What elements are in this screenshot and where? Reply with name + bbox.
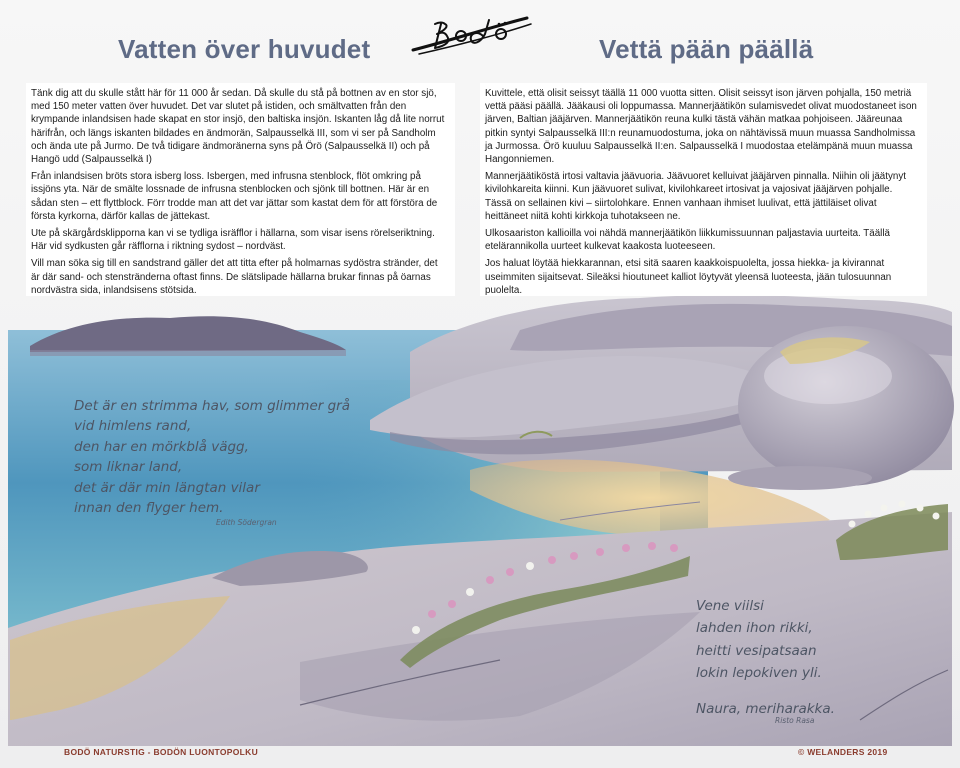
footer-trail-name: BODÖ NATURSTIG - BODÖN LUONTOPOLKU bbox=[64, 747, 259, 757]
poem-line: lahden ihon rikki, bbox=[696, 620, 813, 637]
swedish-title: Vatten över huvudet bbox=[118, 34, 371, 64]
footer-copyright: © WELANDERS 2019 bbox=[798, 747, 888, 757]
finnish-poem-author: Risto Rasa bbox=[775, 716, 815, 725]
distant-island-shore bbox=[30, 350, 346, 356]
poem-line: Naura, meriharakka. bbox=[696, 700, 835, 717]
swedish-text-panel bbox=[26, 83, 455, 296]
finnish-poem bbox=[696, 595, 896, 720]
poem-line: Det är en strimma hav, som glimmer grå bbox=[74, 398, 350, 414]
poem-line: heitti vesipatsaan bbox=[696, 642, 817, 659]
pebbles bbox=[728, 466, 872, 490]
swedish-poem bbox=[74, 396, 374, 518]
finnish-paragraph: Jos haluat löytää hiekkarannan, etsi sitä saaren kaakkoispuolelta, jossa hiekka- ja kivirannat useimmiten sijaitsevat. Sileäksi hioutuneet kalliot löytyvät yleensä luoteesta, jään tulosuunnan puolelta. bbox=[485, 258, 892, 296]
swedish-paragraph: Från inlandsisen bröts stora isberg loss. Isbergen, med infrusna stenblock, flöt omkring på issjöns yta. När de smälte lossnade de infrusna stenblocken och sjönk till bottnen. Här är en sådan sten – ett flyttblock. Förr trodde man att det var jättar som kastat dem för att förstöra de första kyrkorna, därför kallas de jättekast. bbox=[31, 171, 438, 222]
swedish-paragraph: Tänk dig att du skulle stått här för 11 000 år sedan. Då skulle du stå på bottnen av en stor sjö, med 150 meter vatten över huvudet. Det var slutet på istiden, och smältvatten från den krympande inlandsisen hade skapat en stor insjö, den baltiska insjön. Iskanten låg då lite norrut härifrån, och längs iskanten bildades en ändmorän, Salpausselkä III, som vi ser på Sandholm och ända ute på Jurmo. De två tidigare ändmoränerna syns på Örö (Salpausselkä II) och på Hangö udd (Salpausselkä I) bbox=[31, 88, 445, 166]
swedish-poem-author: Edith Södergran bbox=[216, 518, 277, 527]
finnish-title: Vettä pään päällä bbox=[599, 34, 814, 64]
poem-line: vid himlens rand, bbox=[74, 418, 192, 435]
poem-line: som liknar land, bbox=[74, 459, 183, 476]
poem-line: Vene viilsi bbox=[696, 598, 764, 614]
finnish-text-panel bbox=[480, 83, 927, 296]
swedish-paragraph: Ute på skärgårdsklipporna kan vi se tydliga isräfflor i hällarna, som visar isens rörelseriktning. Här vid sydkusten går räfflorna i riktning sydost – nordväst. bbox=[31, 228, 435, 253]
poem-line: den har en mörkblå vägg, bbox=[74, 438, 249, 455]
poem-line: innan den flyger hem. bbox=[74, 500, 224, 517]
finnish-paragraph: Kuvittele, että olisit seissyt täällä 11 000 vuotta sitten. Olisit seissyt ison järven pohjalla, 150 metriä vettä pääsi päällä. Jääkausi oli loppumassa. Mannerjäätikön sulamisvedet olivat muodostaneet ison järven, Baltian jääjärven. Mannerjäätikön reuna kulki tästä vähän matkaa pohjoiseen. Jääreunaa pitkin syntyi Salpausselkä III:n reunamuodostuma, joka on nähtävissä muun muassa Sandholmissa ja Jurmossa. Örö kuuluu Salpausselkä II:en. Salpausselkä I muodostaa etelämpänä muun muassa Hangonniemen. bbox=[485, 88, 917, 166]
finnish-paragraph: Ulkosaariston kallioilla voi nähdä mannerjäätikön liikkumissuunnan paljastavia uurteita. Täällä etelärannikolla uurteet kulkevat kaakosta luoteeseen. bbox=[485, 228, 890, 253]
stanza-break bbox=[696, 685, 896, 698]
poem-line: lokin lepokiven yli. bbox=[696, 665, 822, 682]
swedish-paragraph: Vill man söka sig till en sandstrand gäller det att titta efter på holmarnas sydöstra stränder, det är där sand- och stenstränderna oftast finns. De slätslipade hällarna brukar finnas på öarnas nordvästra sida, inlandsisens stötsida. bbox=[31, 258, 438, 296]
bodo-logo bbox=[405, 12, 535, 58]
finnish-paragraph: Mannerjäätiköstä irtosi valtavia jäävuoria. Jäävuoret kelluivat jääjärven pinnalla. Niihin oli jäätynyt kivilohkareita kiinni. Kun jäävuoret sulivat, kivilohkareet irtosivat ja vajosivat jääjärven pohjalle. Tässä on sellainen kivi – siirtolohkare. Ennen vanhaan ihmiset luulivat, että jättiläiset olivat heittäneet niitä kohti kirkkoja tuhotakseen ne. bbox=[485, 171, 906, 222]
poem-line: det är där min längtan vilar bbox=[74, 479, 260, 496]
